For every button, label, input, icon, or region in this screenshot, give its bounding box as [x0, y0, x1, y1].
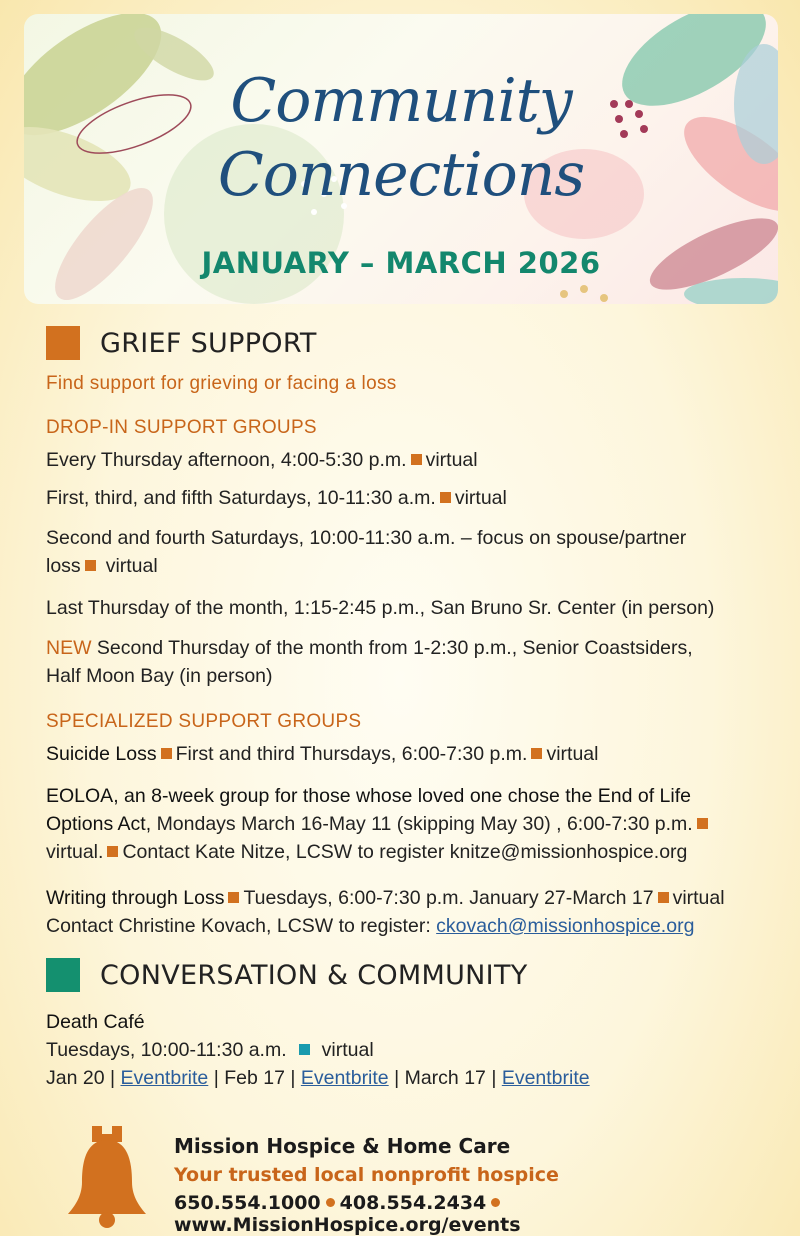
- bullet-square-icon: [440, 492, 451, 503]
- bell-logo-icon: [62, 1122, 152, 1230]
- dropin-line-4: Last Thursday of the month, 1:15-2:45 p.m., San Bruno Sr. Center (in person): [46, 597, 715, 619]
- eventbrite-link-jan[interactable]: Eventbrite: [120, 1067, 209, 1089]
- bullet-dot-icon: [326, 1198, 335, 1207]
- title-line-1: Community: [230, 66, 572, 136]
- bullet-square-icon: [299, 1044, 310, 1055]
- death-cafe-title: Death Café: [46, 1011, 145, 1033]
- specialized-heading: SPECIALIZED SUPPORT GROUPS: [46, 711, 362, 732]
- new-badge: NEW: [46, 637, 92, 659]
- dropin-line-5: NEW Second Thursday of the month from 1-2:30 p.m., Senior Coastsiders, Half Moon Bay (in person): [46, 637, 693, 687]
- dropin-line-3: Second and fourth Saturdays, 10:00-11:30 a.m. – focus on spouse/partner loss virtual: [46, 527, 687, 577]
- death-cafe-time: Tuesdays, 10:00-11:30 a.m. virtual: [46, 1039, 374, 1061]
- website-link[interactable]: www.MissionHospice.org/events: [174, 1214, 521, 1236]
- contact-line: [174, 1192, 800, 1236]
- eventbrite-link-feb[interactable]: Eventbrite: [300, 1067, 389, 1089]
- section-title: CONVERSATION & COMMUNITY: [100, 959, 528, 991]
- bullet-dot-icon: [491, 1198, 500, 1207]
- dropin-heading: DROP-IN SUPPORT GROUPS: [46, 417, 317, 438]
- conversation-heading: [46, 958, 528, 992]
- grief-intro: Find support for grieving or facing a loss: [46, 373, 397, 394]
- bullet-square-icon: [531, 748, 542, 759]
- dropin-line-2: First, third, and fifth Saturdays, 10-11:30 a.m. virtual: [46, 487, 507, 509]
- bullet-square-icon: [658, 892, 669, 903]
- org-name: Mission Hospice & Home Care: [174, 1134, 511, 1158]
- death-cafe-dates: Jan 20 | Eventbrite | Feb 17 | Eventbrite | March 17 | Eventbrite: [46, 1067, 590, 1089]
- suicide-loss-line: Suicide Loss First and third Thursdays, 6:00-7:30 p.m. virtual: [46, 743, 599, 765]
- section-title: GRIEF SUPPORT: [100, 327, 317, 359]
- phone-1[interactable]: 650.554.1000: [174, 1192, 321, 1214]
- bullet-square-icon: [697, 818, 708, 829]
- bullet-square-icon: [85, 560, 96, 571]
- bullet-square-icon: [228, 892, 239, 903]
- phone-2[interactable]: 408.554.2434: [339, 1192, 487, 1214]
- bullet-square-icon: [411, 454, 422, 465]
- eventbrite-link-mar[interactable]: Eventbrite: [501, 1067, 590, 1089]
- teal-square-icon: [46, 958, 80, 992]
- bullet-square-icon: [161, 748, 172, 759]
- header-banner: [24, 14, 778, 304]
- eoloa-block: EOLOA, an 8-week group for those whose loved one chose the End of Life Options Act, Mondays March 16-May 11 (skipping May 30) , 6:00-7:30 p.m. virtual. Contact Kate Nitze, LCSW to register knitze@missionhospice.org: [46, 782, 766, 866]
- grief-support-heading: [46, 326, 317, 360]
- title-line-2: Connections: [217, 140, 585, 210]
- ckovach-email-link[interactable]: ckovach@missionhospice.org: [436, 915, 695, 937]
- dropin-line-1: Every Thursday afternoon, 4:00-5:30 p.m. virtual: [46, 449, 478, 471]
- orange-square-icon: [46, 326, 80, 360]
- date-range: JANUARY – MARCH 2026: [201, 246, 601, 280]
- bullet-square-icon: [107, 846, 118, 857]
- writing-block: Writing through Loss Tuesdays, 6:00-7:30 p.m. January 27-March 17 virtual Contact Christine Kovach, LCSW to register: ckovach@missionhospice.org: [46, 887, 725, 937]
- org-tagline: Your trusted local nonprofit hospice: [174, 1164, 559, 1186]
